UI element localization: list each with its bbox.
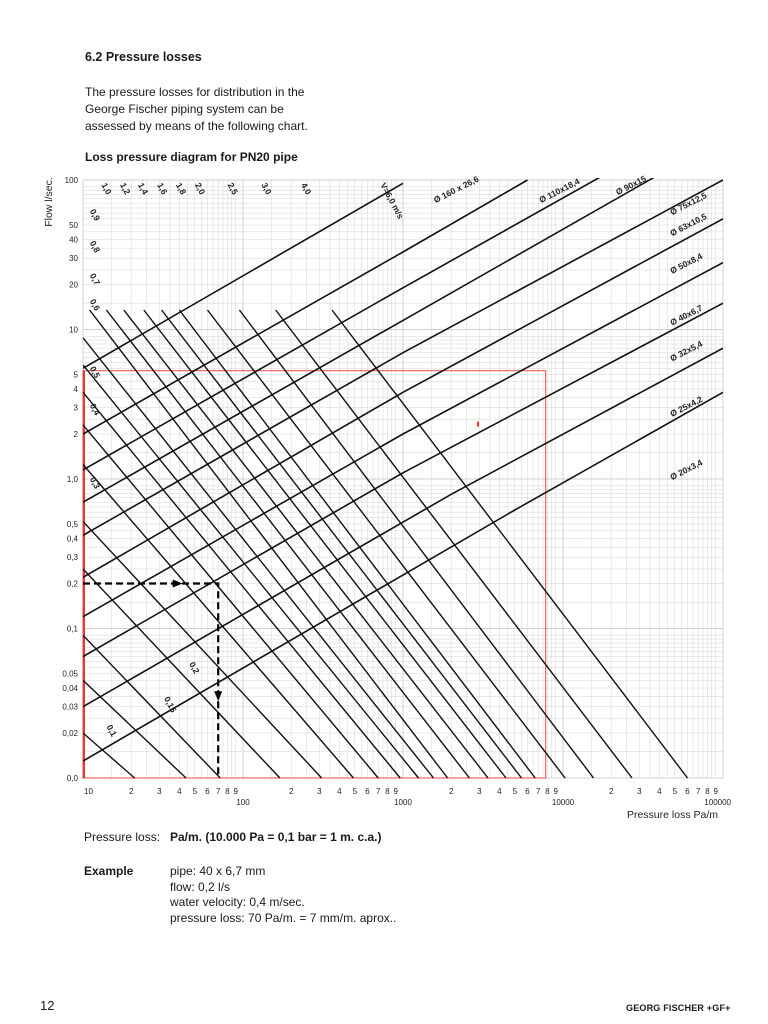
example-line: water velocity: 0,4 m/sec.	[170, 895, 305, 909]
y-tick-label: 3	[73, 403, 78, 413]
x-tick-label: 2	[608, 787, 614, 796]
y-tick-label: 100	[64, 176, 78, 185]
example-arrow-right	[173, 579, 183, 587]
y-tick-label: 40	[69, 235, 78, 245]
velocity-label: 2,5	[225, 180, 241, 197]
y-tick-label: 0,03	[62, 702, 78, 712]
x-tick-label: 8	[385, 787, 390, 796]
x-tick-label: 6	[205, 787, 210, 796]
intro-line: The pressure losses for distribution in the	[85, 85, 305, 99]
pipe-label: Ø 50x8,4	[668, 251, 705, 276]
x-tick-label: 5	[672, 787, 678, 796]
x-tick-label: 3	[317, 787, 322, 796]
velocity-line	[83, 392, 400, 778]
pipe-label: Ø 90x15	[614, 173, 648, 198]
chart-title: Loss pressure diagram for PN20 pipe	[85, 150, 298, 164]
pressure-loss-note	[84, 830, 381, 844]
x-tick-label: 6	[365, 787, 370, 796]
velocity-label: 0,6	[87, 297, 103, 313]
pipe-label: Ø 160 x 26,6	[432, 173, 481, 205]
velocity-label: 0,7	[87, 271, 103, 287]
velocity-label: 1,4	[136, 180, 151, 197]
velocity-label: 0,15	[162, 694, 179, 715]
velocity-label: V=6,0 m/s	[378, 180, 406, 221]
y-tick-label: 50	[69, 221, 78, 231]
pipe-label: Ø 32x5,4	[668, 338, 705, 364]
y-tick-label: 0,2	[66, 579, 78, 589]
x-tick-label: 7	[535, 787, 541, 796]
y-tick-label: 5	[73, 370, 78, 380]
x-tick-label: 4	[337, 787, 342, 796]
intro-line: George Fischer piping system can be	[85, 102, 284, 116]
velocity-line	[332, 310, 688, 778]
x-tick-label: 6	[525, 787, 530, 796]
y-tick-label: 0,3	[66, 553, 78, 563]
y-tick-label: 20	[69, 280, 78, 290]
chart-grid	[83, 180, 723, 778]
velocity-label: 1,6	[155, 180, 170, 197]
velocity-label: 1,8	[173, 180, 189, 197]
y-tick-label: 4	[73, 384, 78, 394]
pipe-line	[83, 166, 675, 503]
velocity-line	[106, 310, 469, 778]
velocity-line	[144, 310, 506, 778]
section-title: 6.2 Pressure losses	[85, 50, 202, 64]
intro-line: assessed by means of the following chart.	[85, 119, 308, 133]
y-tick-label: 0,05	[62, 669, 78, 679]
y-tick-label: 10	[69, 325, 78, 335]
x-tick-label: 3	[157, 787, 162, 796]
x-tick-label: 7	[375, 787, 381, 796]
pressure-loss-label: Pressure loss:	[84, 830, 161, 844]
pipe-label: Ø 20x3,4	[668, 457, 705, 483]
y-tick-label: 2	[73, 429, 78, 439]
velocity-label: 0,8	[87, 239, 103, 255]
y-tick-label: 1,0	[66, 475, 78, 484]
pipe-label: Ø 63x10,5	[668, 211, 709, 239]
x-tick-label: 9	[553, 787, 558, 796]
x-tick-label: 3	[637, 787, 642, 796]
velocity-label: 1,2	[118, 180, 133, 197]
x-axis-label: Pressure loss Pa/m	[626, 809, 718, 821]
y-tick-label: 0,5	[66, 520, 78, 530]
x-tick-label: 2	[288, 787, 294, 796]
pipe-label: Ø 110x18,4	[537, 176, 582, 205]
velocity-label: 0,1	[104, 723, 119, 739]
brand-logo: GEORG FISCHER +GF+	[626, 1003, 731, 1013]
example-arrow-down	[214, 691, 222, 701]
x-tick-label: 100000	[704, 798, 731, 807]
x-tick-label: 8	[225, 787, 230, 796]
x-tick-label: 1000	[394, 798, 412, 807]
velocity-label: 0,2	[187, 660, 202, 676]
example-label: Example	[84, 864, 134, 878]
y-tick-label: 0,02	[62, 728, 78, 738]
x-tick-label: 10	[84, 787, 93, 796]
example-line: pressure loss: 70 Pa/m. = 7 mm/m. aprox..	[170, 910, 397, 925]
y-tick-label: 0,04	[62, 683, 78, 693]
pipe-label: Ø 40x6,7	[668, 302, 705, 328]
pipe-label: Ø 75x12,5	[668, 190, 709, 218]
velocity-line	[87, 310, 448, 778]
velocity-line	[208, 310, 566, 778]
highlight-marker	[477, 422, 479, 427]
velocity-label: 0,3	[87, 475, 103, 491]
x-tick-label: 4	[497, 787, 502, 796]
x-tick-label: 7	[695, 787, 701, 796]
velocity-line	[83, 338, 434, 778]
x-tick-label: 8	[705, 787, 710, 796]
x-tick-label: 7	[215, 787, 221, 796]
x-tick-label: 2	[128, 787, 134, 796]
velocity-line	[83, 733, 135, 778]
x-tick-label: 100	[236, 798, 250, 807]
velocity-label: 2,0	[193, 180, 208, 197]
x-tick-label: 9	[233, 787, 238, 796]
pipe-label: Ø 25x4,2	[668, 393, 705, 419]
example-line: flow: 0,2 l/s	[170, 879, 231, 894]
example-line: pipe: 40 x 6,7 mm	[170, 864, 266, 878]
x-tick-label: 3	[477, 787, 482, 796]
y-tick-label: 0,4	[66, 534, 78, 544]
y-axis-label: Flow l/sec.	[43, 177, 55, 227]
velocity-label: 0,4	[87, 401, 103, 417]
velocity-line	[179, 310, 535, 778]
x-tick-label: 5	[512, 787, 518, 796]
pressure-loss-value: Pa/m. (10.000 Pa = 0,1 bar = 1 m. c.a.)	[170, 830, 382, 844]
velocity-label: 1,0	[99, 180, 114, 197]
velocity-line	[162, 310, 522, 778]
page-number: 12	[40, 998, 55, 1013]
x-tick-label: 6	[685, 787, 690, 796]
y-tick-label: 0,1	[66, 624, 78, 634]
example-lines	[170, 864, 396, 926]
x-tick-label: 2	[448, 787, 454, 796]
velocity-label: 4,0	[299, 180, 314, 197]
x-tick-label: 8	[545, 787, 550, 796]
x-tick-label: 5	[352, 787, 358, 796]
x-tick-label: 9	[713, 787, 718, 796]
y-tick-label: 0,0	[66, 774, 78, 783]
velocity-label: 0,9	[87, 207, 103, 223]
x-tick-label: 5	[192, 787, 198, 796]
x-tick-label: 4	[177, 787, 182, 796]
velocity-label: 3,0	[259, 180, 274, 197]
velocity-label: 0,5	[87, 364, 103, 380]
y-tick-label: 30	[69, 254, 78, 264]
x-tick-label: 9	[393, 787, 398, 796]
x-tick-label: 4	[657, 787, 662, 796]
x-tick-label: 10000	[551, 798, 575, 807]
